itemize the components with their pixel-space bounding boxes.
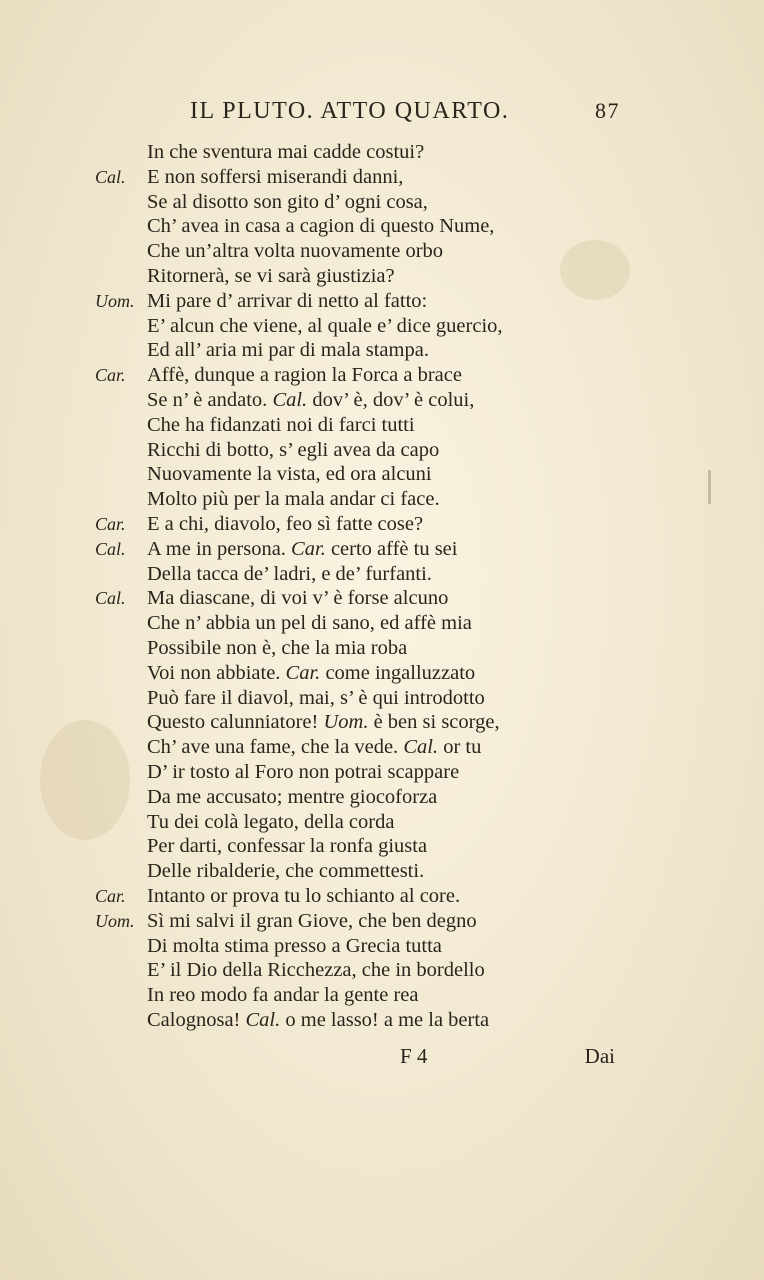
signature-mark: F 4 bbox=[400, 1044, 428, 1068]
verse-line bbox=[95, 487, 635, 512]
line-text bbox=[147, 834, 427, 859]
line-text bbox=[147, 239, 443, 264]
inline-speaker-label: Uom. bbox=[323, 711, 369, 734]
line-text bbox=[147, 338, 429, 363]
verse-line bbox=[95, 537, 635, 562]
verse-line bbox=[95, 859, 635, 884]
line-text-part: Può fare il diavol, mai, s’ è qui introdotto bbox=[147, 686, 485, 709]
line-text-part: certo affè tu sei bbox=[325, 537, 458, 560]
line-text-part: Mi pare d’ arrivar di netto al fatto: bbox=[147, 289, 428, 312]
line-text-part: Di molta stima presso a Grecia tutta bbox=[147, 934, 442, 957]
line-text-part: In che sventura mai cadde costui? bbox=[147, 141, 425, 163]
line-text bbox=[147, 214, 494, 239]
verse-line bbox=[95, 239, 635, 264]
verse-line bbox=[95, 958, 635, 983]
verse-line bbox=[95, 165, 635, 190]
verse-line bbox=[95, 909, 635, 934]
verse-line bbox=[95, 289, 635, 314]
verse-line bbox=[95, 562, 635, 587]
line-text-part: Ma diascane, di voi v’ è forse alcuno bbox=[147, 587, 449, 610]
line-text bbox=[147, 537, 457, 562]
line-text bbox=[147, 958, 485, 983]
line-text bbox=[147, 190, 428, 215]
speaker-label: Cal. bbox=[95, 166, 126, 187]
line-text bbox=[147, 636, 407, 661]
line-text bbox=[147, 140, 424, 165]
line-text bbox=[147, 760, 459, 785]
running-title: IL PLUTO. ATTO QUARTO. bbox=[190, 98, 510, 124]
line-text-part: Della tacca de’ ladri, e de’ furfanti. bbox=[147, 562, 432, 585]
verse-line bbox=[95, 710, 635, 735]
line-text bbox=[147, 388, 474, 413]
inline-speaker-label: Car. bbox=[285, 661, 321, 684]
line-text bbox=[147, 909, 477, 934]
margin-mark bbox=[708, 470, 711, 504]
verse-line bbox=[95, 462, 635, 487]
line-text-part: Sì mi salvi il gran Giove, che ben degno bbox=[147, 909, 477, 932]
speaker-label: Uom. bbox=[95, 910, 135, 931]
verse-line bbox=[95, 810, 635, 835]
line-text-part: Che n’ abbia un pel di sano, ed affè mia bbox=[147, 612, 472, 635]
inline-speaker-label: Cal. bbox=[272, 388, 308, 411]
line-text-part: Che ha fidanzati noi di farci tutti bbox=[147, 413, 415, 436]
line-text bbox=[147, 710, 500, 735]
line-text bbox=[147, 512, 423, 537]
line-text-part: Ch’ ave una fame, che la vede. bbox=[147, 736, 404, 759]
line-text-part: E a chi, diavolo, feo sì fatte cose? bbox=[147, 512, 424, 535]
line-text bbox=[147, 413, 415, 438]
line-text bbox=[147, 487, 440, 512]
line-text bbox=[147, 165, 403, 190]
line-text bbox=[147, 810, 394, 835]
verse-line bbox=[95, 190, 635, 215]
line-text bbox=[147, 983, 419, 1008]
line-text-part: Da me accusato; mentre giocoforza bbox=[147, 785, 438, 808]
verse-line bbox=[95, 636, 635, 661]
line-text-part: dov’ è, dov’ è colui, bbox=[307, 388, 475, 411]
line-text bbox=[147, 363, 462, 388]
verse-line bbox=[95, 735, 635, 760]
line-text-part: E’ il Dio della Ricchezza, che in bordello bbox=[147, 959, 485, 982]
line-text bbox=[147, 562, 432, 587]
speaker-label: Cal. bbox=[95, 538, 126, 559]
line-text-part: è ben si scorge, bbox=[368, 711, 500, 734]
verse-line bbox=[95, 512, 635, 537]
line-text-part: come ingalluzzato bbox=[320, 661, 476, 684]
line-text-part: Nuovamente la vista, ed ora alcuni bbox=[147, 463, 432, 486]
verse-line bbox=[95, 214, 635, 239]
inline-speaker-label: Cal. bbox=[245, 1008, 281, 1031]
verse-line bbox=[95, 140, 635, 165]
line-text bbox=[147, 661, 475, 686]
line-text-part: D’ ir tosto al Foro non potrai scappare bbox=[147, 760, 460, 783]
line-text-part: Che un’altra volta nuovamente orbo bbox=[147, 240, 444, 263]
verse-line bbox=[95, 983, 635, 1008]
verse-line bbox=[95, 264, 635, 289]
line-text-part: Se n’ è andato. bbox=[147, 388, 273, 411]
running-header bbox=[190, 98, 620, 132]
line-text bbox=[147, 934, 442, 959]
verse-line bbox=[95, 1008, 635, 1033]
line-text-part: Calognosa! bbox=[147, 1008, 246, 1031]
line-text-part: E’ alcun che viene, al quale e’ dice guercio, bbox=[147, 314, 503, 337]
line-text bbox=[147, 289, 427, 314]
line-text-part: Intanto or prova tu lo schianto al core. bbox=[147, 884, 461, 907]
verse-line bbox=[95, 438, 635, 463]
line-text-part: Ch’ avea in casa a cagion di questo Nume, bbox=[147, 215, 495, 238]
verse-line bbox=[95, 314, 635, 339]
verse-line bbox=[95, 338, 635, 363]
verse-line bbox=[95, 388, 635, 413]
line-text-part: Questo calunniatore! bbox=[147, 711, 324, 734]
line-text-part: o me lasso! a me la berta bbox=[280, 1008, 490, 1031]
line-text bbox=[147, 735, 481, 760]
verse-line bbox=[95, 834, 635, 859]
line-text-part: or tu bbox=[438, 736, 482, 759]
speaker-label: Uom. bbox=[95, 290, 135, 311]
line-text bbox=[147, 884, 460, 909]
catchword: Dai bbox=[584, 1044, 615, 1068]
verse-line bbox=[95, 363, 635, 388]
line-text bbox=[147, 611, 472, 636]
verse-line bbox=[95, 661, 635, 686]
line-text-part: Voi non abbiate. bbox=[147, 661, 286, 684]
verse-line bbox=[95, 611, 635, 636]
speaker-label: Car. bbox=[95, 885, 126, 906]
line-text-part: Ritornerà, se vi sarà giustizia? bbox=[147, 264, 395, 287]
line-text-part: Possibile non è, che la mia roba bbox=[147, 636, 408, 659]
line-text bbox=[147, 586, 448, 611]
line-text-part: Per darti, confessar la ronfa giusta bbox=[147, 835, 428, 858]
page-number: 87 bbox=[595, 98, 620, 123]
speaker-label: Cal. bbox=[95, 588, 126, 609]
line-text bbox=[147, 859, 424, 884]
line-text bbox=[147, 438, 439, 463]
verse-line bbox=[95, 586, 635, 611]
line-text bbox=[147, 785, 437, 810]
line-text-part: Se al disotto son gito d’ ogni cosa, bbox=[147, 190, 428, 213]
line-text-part: Molto più per la mala andar ci face. bbox=[147, 488, 440, 511]
line-text-part: Ricchi di botto, s’ egli avea da capo bbox=[147, 438, 440, 461]
line-text-part: A me in persona. bbox=[147, 537, 292, 560]
line-text-part: Tu dei colà legato, della corda bbox=[147, 810, 395, 833]
line-text-part: E non soffersi miserandi danni, bbox=[147, 165, 404, 188]
verse-line bbox=[95, 785, 635, 810]
line-text bbox=[147, 1008, 489, 1033]
verse-line bbox=[95, 686, 635, 711]
line-text bbox=[147, 462, 432, 487]
line-text-part: Affè, dunque a ragion la Forca a brace bbox=[147, 364, 462, 387]
verse-line bbox=[95, 884, 635, 909]
verse-line bbox=[95, 934, 635, 959]
page-footer bbox=[400, 1044, 615, 1072]
line-text bbox=[147, 264, 395, 289]
verse-line bbox=[95, 413, 635, 438]
speaker-label: Car. bbox=[95, 365, 126, 386]
verse-line bbox=[95, 760, 635, 785]
verse-text bbox=[95, 140, 635, 1033]
speaker-label: Car. bbox=[95, 513, 126, 534]
line-text bbox=[147, 314, 503, 339]
line-text bbox=[147, 686, 485, 711]
line-text-part: Ed all’ aria mi par di mala stampa. bbox=[147, 339, 429, 362]
line-text-part: Delle ribalderie, che commettesti. bbox=[147, 860, 425, 883]
line-text-part: In reo modo fa andar la gente rea bbox=[147, 984, 419, 1007]
inline-speaker-label: Cal. bbox=[403, 736, 439, 759]
inline-speaker-label: Car. bbox=[291, 537, 326, 560]
